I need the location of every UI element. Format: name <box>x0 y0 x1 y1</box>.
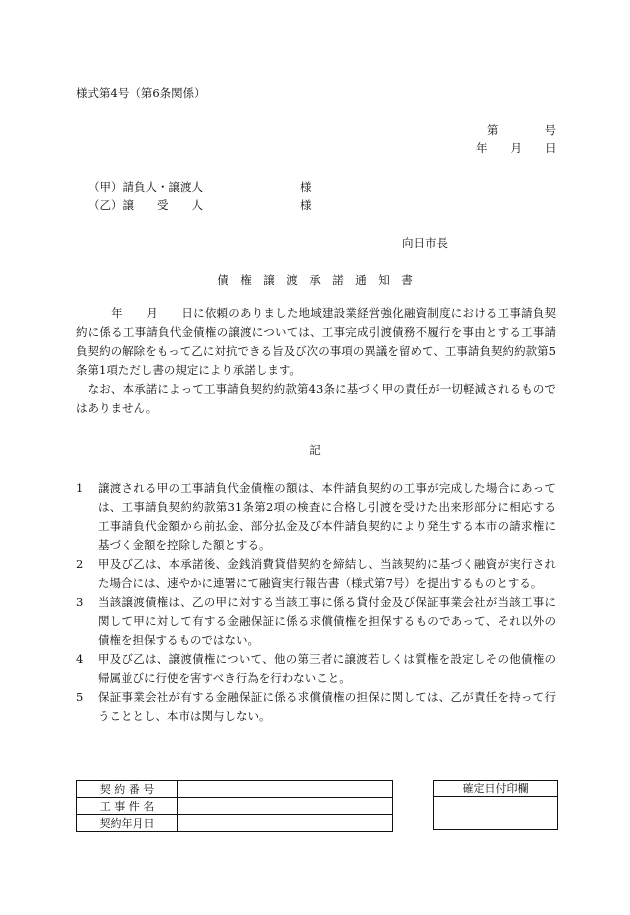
list-item <box>76 555 556 593</box>
item-text: 譲渡される甲の工事請負代金債権の額は、本件請負契約の工事が完成した場合にあっては、工事請負契約約款第31条第2項の検査に合格し引渡を受けた出来形部分に相応する工事請負代金額から前払金、部分払金及び本件請負契約により発生する本市の請求権に基づく金額を控除した額とする。 <box>98 481 556 552</box>
document-title: 債 権 譲 渡 承 諾 通 知 書 <box>217 273 413 287</box>
item-number: 3 <box>76 595 84 609</box>
body-paragraph-1: 年 月 日に依頼のありました地域建設業経営強化融資制度における工事請負契約に係る工事請負代金債権の譲渡については、工事完成引渡債務不履行を事由とする工事請負契約の解除をもって乙に対抗できる旨及び次の事項の異議を留めて、工事請負契約約款第5条第1項ただし書の規定により承諾します。 <box>76 306 556 377</box>
party-kou-honorific: 様 <box>300 180 312 194</box>
contract-number-value <box>178 781 393 798</box>
contract-date-value <box>178 815 393 832</box>
item-text: 甲及び乙は、譲渡債権について、他の第三者に譲渡若しくは質権を設定しその他債権の帰属並びに行使を害すべき行為を行わないこと。 <box>98 652 556 685</box>
table-row <box>77 815 393 832</box>
party-otsu-honorific: 様 <box>300 198 312 212</box>
table-row <box>77 798 393 815</box>
contract-date-label: 契約年月日 <box>77 815 178 832</box>
body-paragraph-2: なお、本承諾によって工事請負契約約款第43条に基づく甲の責任が一切軽減されるものではありません。 <box>76 382 556 415</box>
list-item <box>76 593 556 650</box>
list-item <box>76 688 556 726</box>
item-text: 甲及び乙は、本承諾後、金銭消費貸借契約を締結し、当該契約に基づく融資が実行された場合には、速やかに連署にて融資実行報告書（様式第7号）を提出するものとする。 <box>98 557 556 590</box>
item-number: 1 <box>76 481 84 495</box>
issuer: 向日市長 <box>402 236 448 250</box>
contract-number-label: 契 約 番 号 <box>77 781 178 798</box>
date-line: 年 月 日 <box>476 141 557 155</box>
party-kou-label: （甲）請負人・譲渡人 <box>88 180 203 194</box>
date-stamp-box <box>433 780 558 830</box>
project-name-label: 工 事 件 名 <box>77 798 178 815</box>
party-otsu-label: （乙）譲 受 人 <box>88 198 203 212</box>
date-stamp-label: 確定日付印欄 <box>434 781 557 797</box>
list-item <box>76 650 556 688</box>
list-item <box>76 479 556 555</box>
form-number: 様式第4号（第6条関係） <box>76 86 206 100</box>
item-number: 2 <box>76 557 84 571</box>
contract-info-table <box>76 780 393 832</box>
ki-heading: 記 <box>309 443 321 457</box>
item-number: 5 <box>76 690 84 704</box>
table-row <box>77 781 393 798</box>
item-text: 保証事業会社が有する金融保証に係る求償債権の担保に関しては、乙が責任を持って行うこととし、本市は関与しない。 <box>98 690 556 723</box>
project-name-value <box>178 798 393 815</box>
item-number: 4 <box>76 652 84 666</box>
document-number: 第 号 <box>487 123 556 137</box>
item-text: 当該譲渡債権は、乙の甲に対する当該工事に係る貸付金及び保証事業会社が当該工事に関して甲に対して有する金融保証に係る求償債権を担保するものであって、それ以外の債権を担保するものではない。 <box>98 595 556 647</box>
